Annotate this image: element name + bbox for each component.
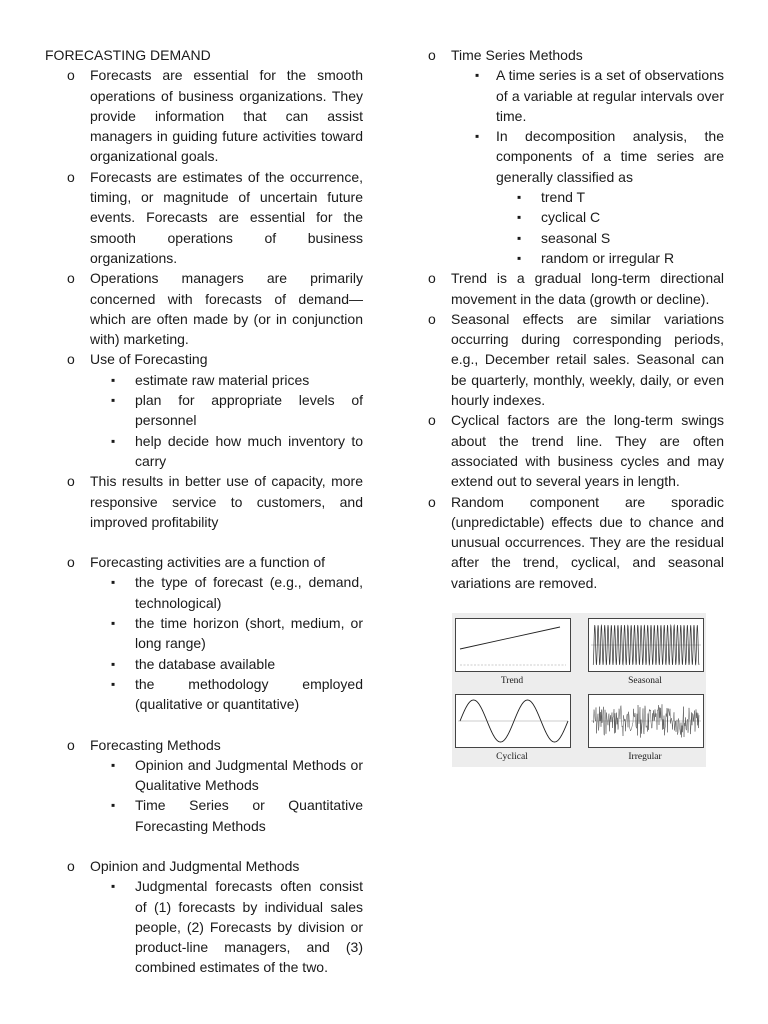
irregular-panel xyxy=(588,694,704,748)
irregular-label: Irregular xyxy=(628,752,662,762)
list-item-label: Opinion and Judgmental Methods xyxy=(90,857,300,874)
trend-label: Trend xyxy=(500,676,524,686)
opinion-judgmental-methods xyxy=(45,856,363,978)
list-item-label: Forecasting Methods xyxy=(90,736,221,753)
cyclical-graphic xyxy=(456,695,570,747)
list-item: o Seasonal effects are similar variations occurring during corresponding periods, e.g., December retail sales. Seasonal can be quarterly, monthly, weekly, daily, or even hourly indexes. xyxy=(428,309,724,410)
irregular-graphic xyxy=(589,695,703,747)
list-item: o Trend is a gradual long-term directional movement in the data (growth or decline). xyxy=(428,268,724,309)
forecasting-activities xyxy=(45,552,363,714)
forecasting-methods xyxy=(45,735,363,836)
list-item: o Operations managers are primarily concerned with forecasts of demand—which are often made by (or in conjunction with) marketing. xyxy=(45,268,363,349)
component-item: ▪ cyclical C xyxy=(496,207,724,227)
list-item: o This results in better use of capacity, more responsive service to customers, and improved profitability xyxy=(45,471,363,532)
right-list xyxy=(428,45,724,593)
left-column xyxy=(45,45,363,978)
list-item-label: Time Series Methods xyxy=(451,47,583,63)
seasonal-label: Seasonal xyxy=(628,676,662,686)
sub-list-item: ▪ A time series is a set of observations of a variable at regular intervals over time. xyxy=(451,65,724,126)
sub-list-item: ▪ Judgmental forecasts often consist of (1) forecasts by individual sales people, (2) Forecasts by division or product-line managers, and (3) combined estimates of the two. xyxy=(90,876,363,977)
sub-list-item xyxy=(451,126,724,268)
sub-list-item: ▪ estimate raw material prices xyxy=(90,370,363,390)
sub-list-item: ▪ help decide how much inventory to carry xyxy=(90,431,363,472)
trend-panel xyxy=(455,618,571,672)
cyclical-panel xyxy=(455,694,571,748)
list-item-label: Use of Forecasting xyxy=(90,351,208,368)
list-item: o Cyclical factors are the long-term swings about the trend line. They are often associated with business cycles and may extend out to several years in length. xyxy=(428,410,724,491)
use-of-forecasting xyxy=(45,349,363,471)
list-item: o Random component are sporadic (unpredictable) effects due to chance and unusual occurrences. They are the residual after the trend, cyclical, and seasonal variations are removed. xyxy=(428,492,724,593)
sub-list-item: ▪ the methodology employed (qualitative or quantitative) xyxy=(90,674,363,715)
sub-list-item: ▪ the time horizon (short, medium, or long range) xyxy=(90,613,363,654)
component-item: ▪ trend T xyxy=(496,187,724,207)
sub-list-item: ▪ Time Series or Quantitative Forecasting Methods xyxy=(90,795,363,836)
list-item: o Forecasts are estimates of the occurrence, timing, or magnitude of uncertain future events. Forecasts are essential for the smooth operations of business organizations. xyxy=(45,167,363,268)
sub-list-item: ▪ the database available xyxy=(90,654,363,674)
sub-list xyxy=(451,65,724,268)
component-item: ▪ random or irregular R xyxy=(496,248,724,268)
sub-list xyxy=(90,572,363,714)
time-series-methods xyxy=(428,45,724,268)
time-series-components-figure xyxy=(452,613,706,767)
list-item: o Forecasts are essential for the smooth operations of business organizations. They provide information that can assist managers in guiding future activities toward organizational goals. xyxy=(45,65,363,166)
sub-list-item: ▪ Opinion and Judgmental Methods or Qualitative Methods xyxy=(90,755,363,796)
seasonal-graphic xyxy=(589,619,703,671)
seasonal-panel xyxy=(588,618,704,672)
trend-graphic xyxy=(456,619,570,671)
sub-list-item-text: In decomposition analysis, the components of a time series are generally classified as xyxy=(496,128,724,185)
component-item: ▪ seasonal S xyxy=(496,228,724,248)
page-title: FORECASTING DEMAND xyxy=(45,47,211,63)
sub-list xyxy=(90,370,363,471)
sub-list-item: ▪ the type of forecast (e.g., demand, technological) xyxy=(90,572,363,613)
sub-list xyxy=(90,876,363,977)
component-list xyxy=(496,187,724,268)
list-item-label: Forecasting activities are a function of xyxy=(90,554,326,571)
right-column xyxy=(428,45,724,593)
left-list xyxy=(45,65,363,977)
cyclical-label: Cyclical xyxy=(496,752,528,762)
sub-list xyxy=(90,755,363,836)
sub-list-item: ▪ plan for appropriate levels of personnel xyxy=(90,390,363,431)
